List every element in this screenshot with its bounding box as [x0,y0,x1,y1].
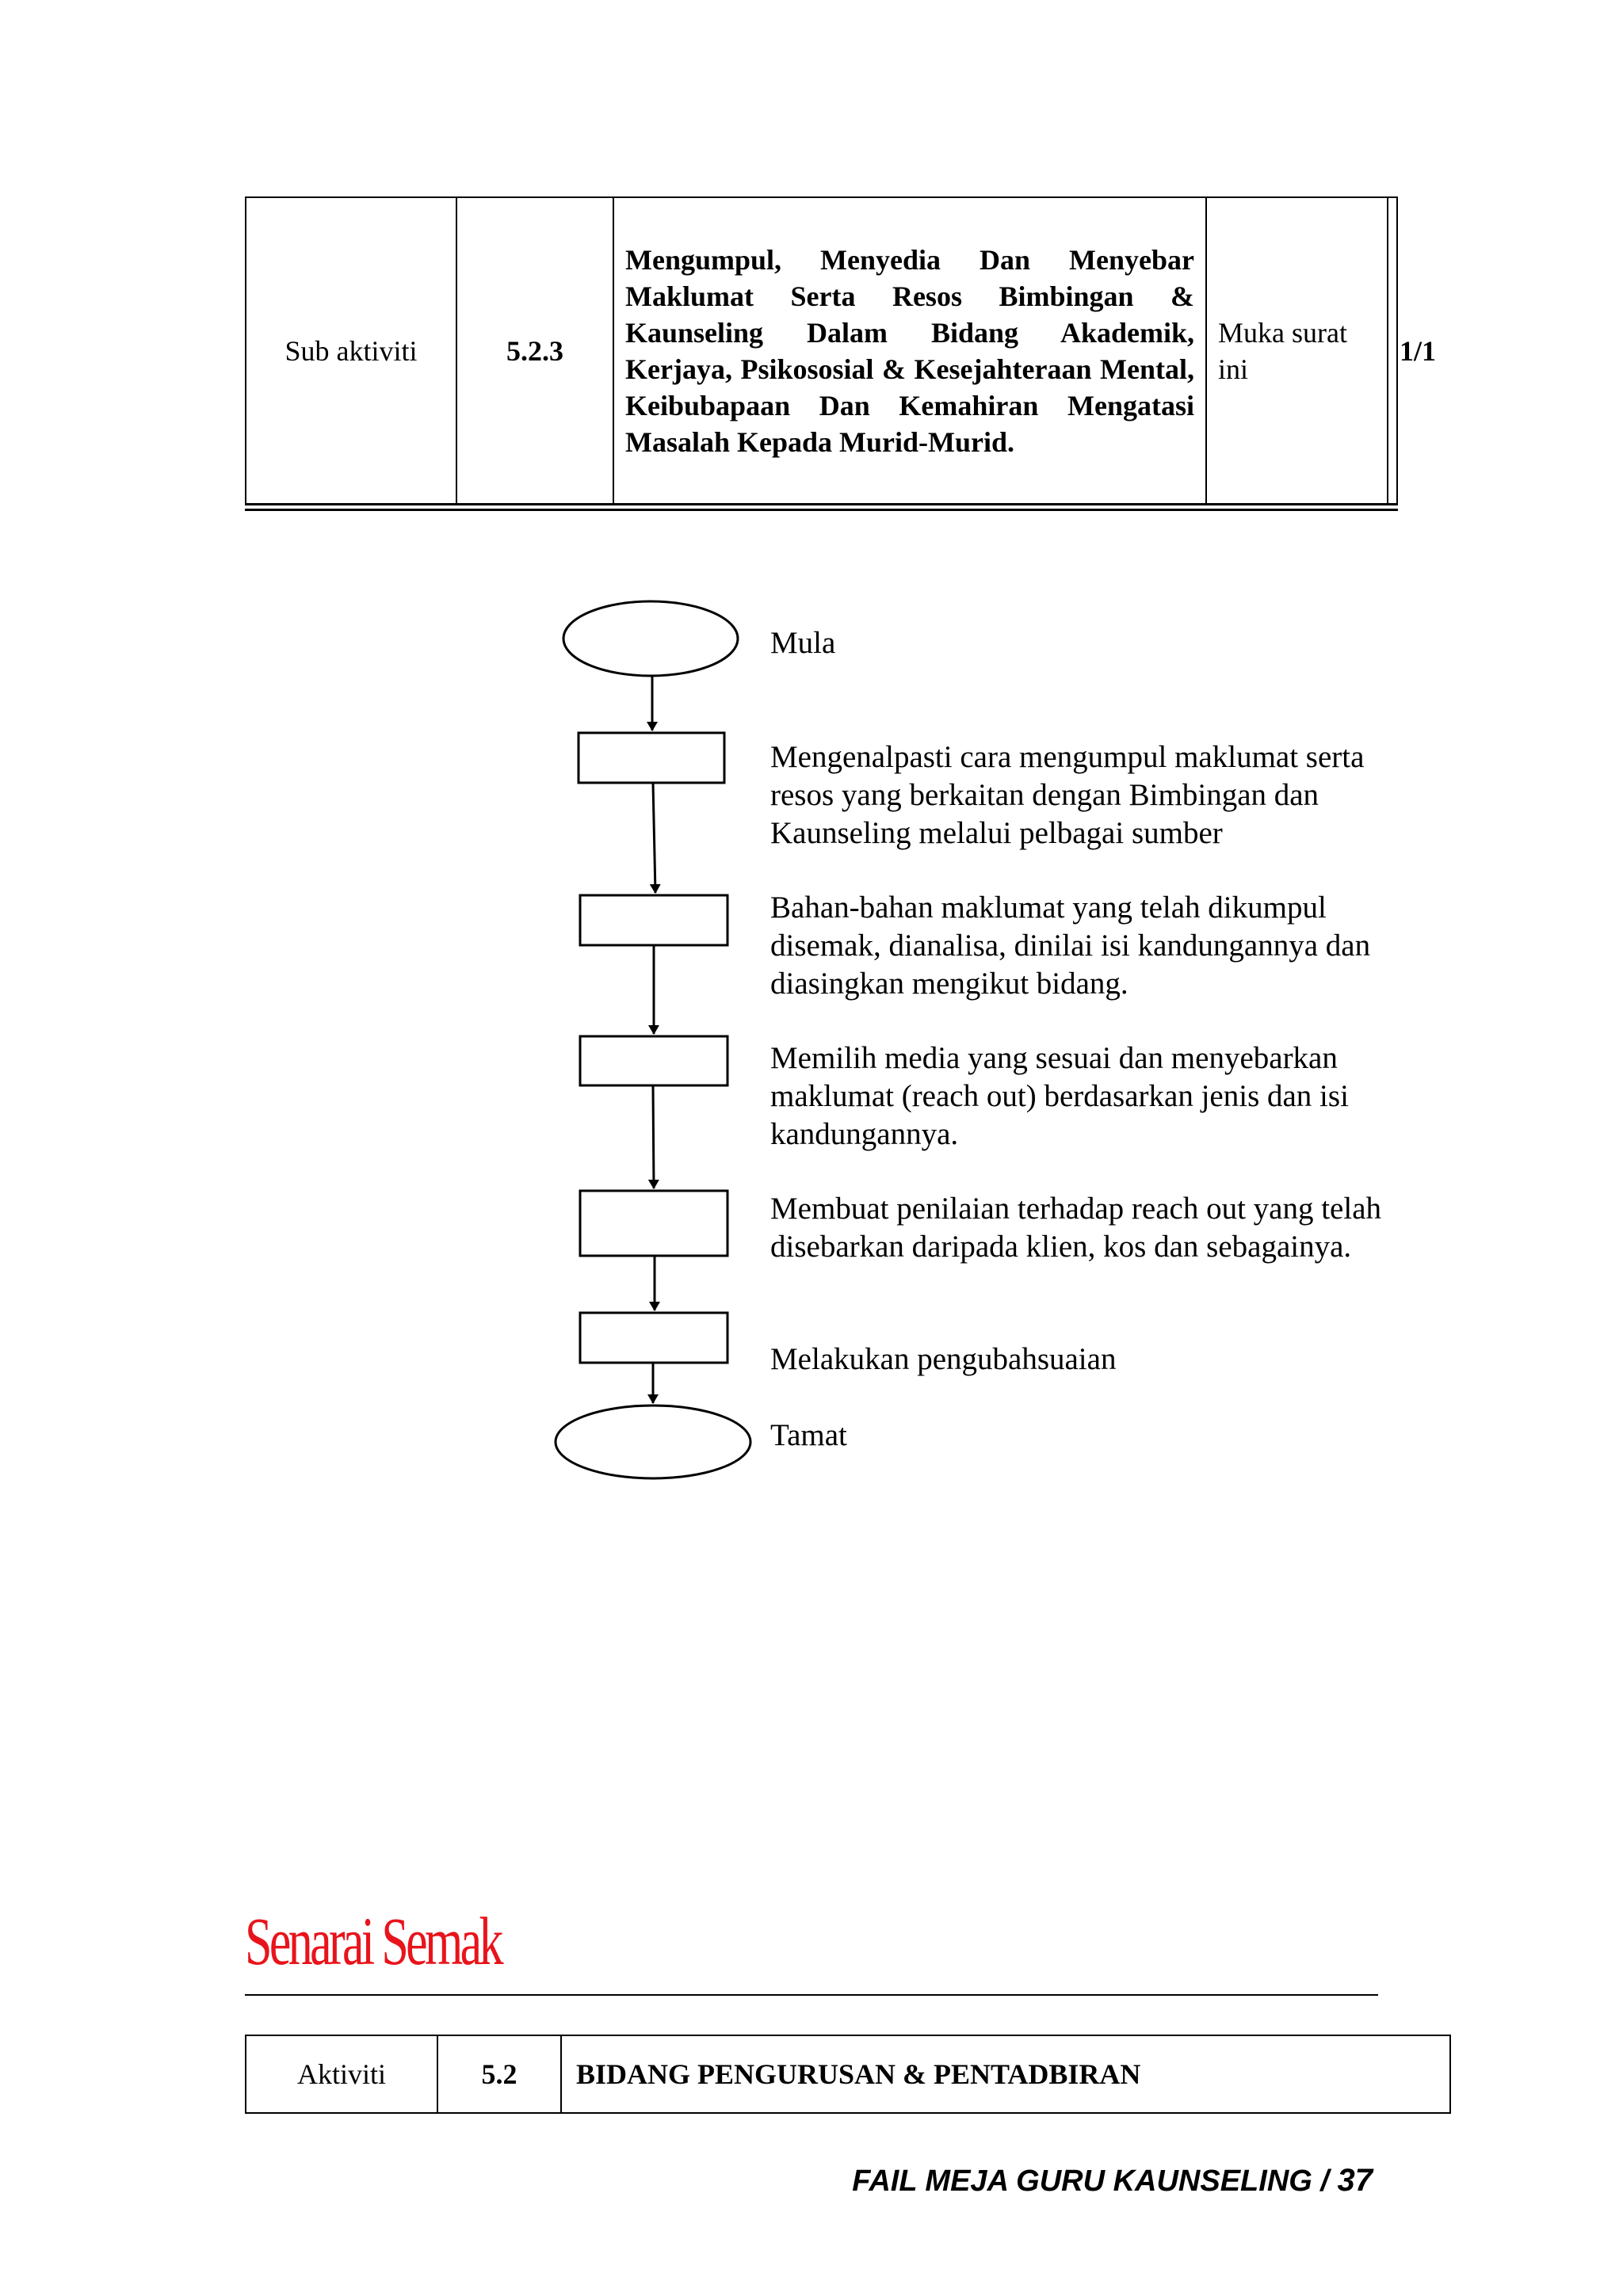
page-ratio-cell: 1/1 [1388,197,1397,507]
activity-title-cell: Mengumpul, Menyedia Dan Menyebar Maklumat Serta Resos Bimbingan & Kaunseling Dalam Bidang Akademik, Kerjaya, Psikososial & Kesejahteraan Mental, Keibubapaan Dan Kemahiran Mengatasi Masalah Kepada Murid-Murid. [613,197,1206,507]
step-label-5: Melakukan pengubahsuaian [770,1342,1117,1376]
step-label-end: Tamat [770,1418,847,1452]
flow-arrow [653,1085,654,1188]
section-divider [245,1994,1378,1996]
footer-text: FAIL MEJA GURU KAUNSELING / [852,2164,1338,2198]
process-box-5 [580,1313,727,1363]
step-label-3: Memilih media yang sesuai dan menyebarkan maklumat (reach out) berdasarkan jenis dan isi kandungannya. [770,1041,1349,1151]
end-terminal [556,1405,750,1478]
process-box-1 [579,733,724,783]
table-row [246,2035,1450,2113]
process-box-3 [580,1036,727,1085]
process-box-4 [580,1191,727,1256]
step-label-2: Bahan-bahan maklumat yang telah dikumpul disemak, dianalisa, dinilai isi kandungannya dan diasingkan mengikut bidang. [770,891,1371,1001]
page-label-cell: Muka surat ini [1206,197,1388,507]
start-terminal [563,601,738,676]
row-label-cell: Sub aktiviti [246,197,456,507]
step-label-4: Membuat penilaian terhadap reach out yang telah disebarkan daripada klien, kos dan sebagainya. [770,1192,1382,1264]
activity-code-cell: 5.2 [437,2035,561,2113]
section-title: Senarai Semak [245,1903,501,1979]
activity-code-cell: 5.2.3 [456,197,613,507]
flow-arrow [653,783,655,893]
page-number: 37 [1337,2163,1373,2198]
activity-label-cell: Aktiviti [246,2035,437,2113]
process-box-2 [580,895,727,945]
activity-summary-table [245,2035,1451,2114]
step-label-1: Mengenalpasti cara mengumpul maklumat serta resos yang berkaitan dengan Bimbingan dan Kaunseling melalui pelbagai sumber [770,740,1365,850]
step-label-start: Mula [770,626,836,660]
page-footer [852,2161,1373,2200]
activity-title-cell: BIDANG PENGURUSAN & PENTADBIRAN [561,2035,1450,2113]
